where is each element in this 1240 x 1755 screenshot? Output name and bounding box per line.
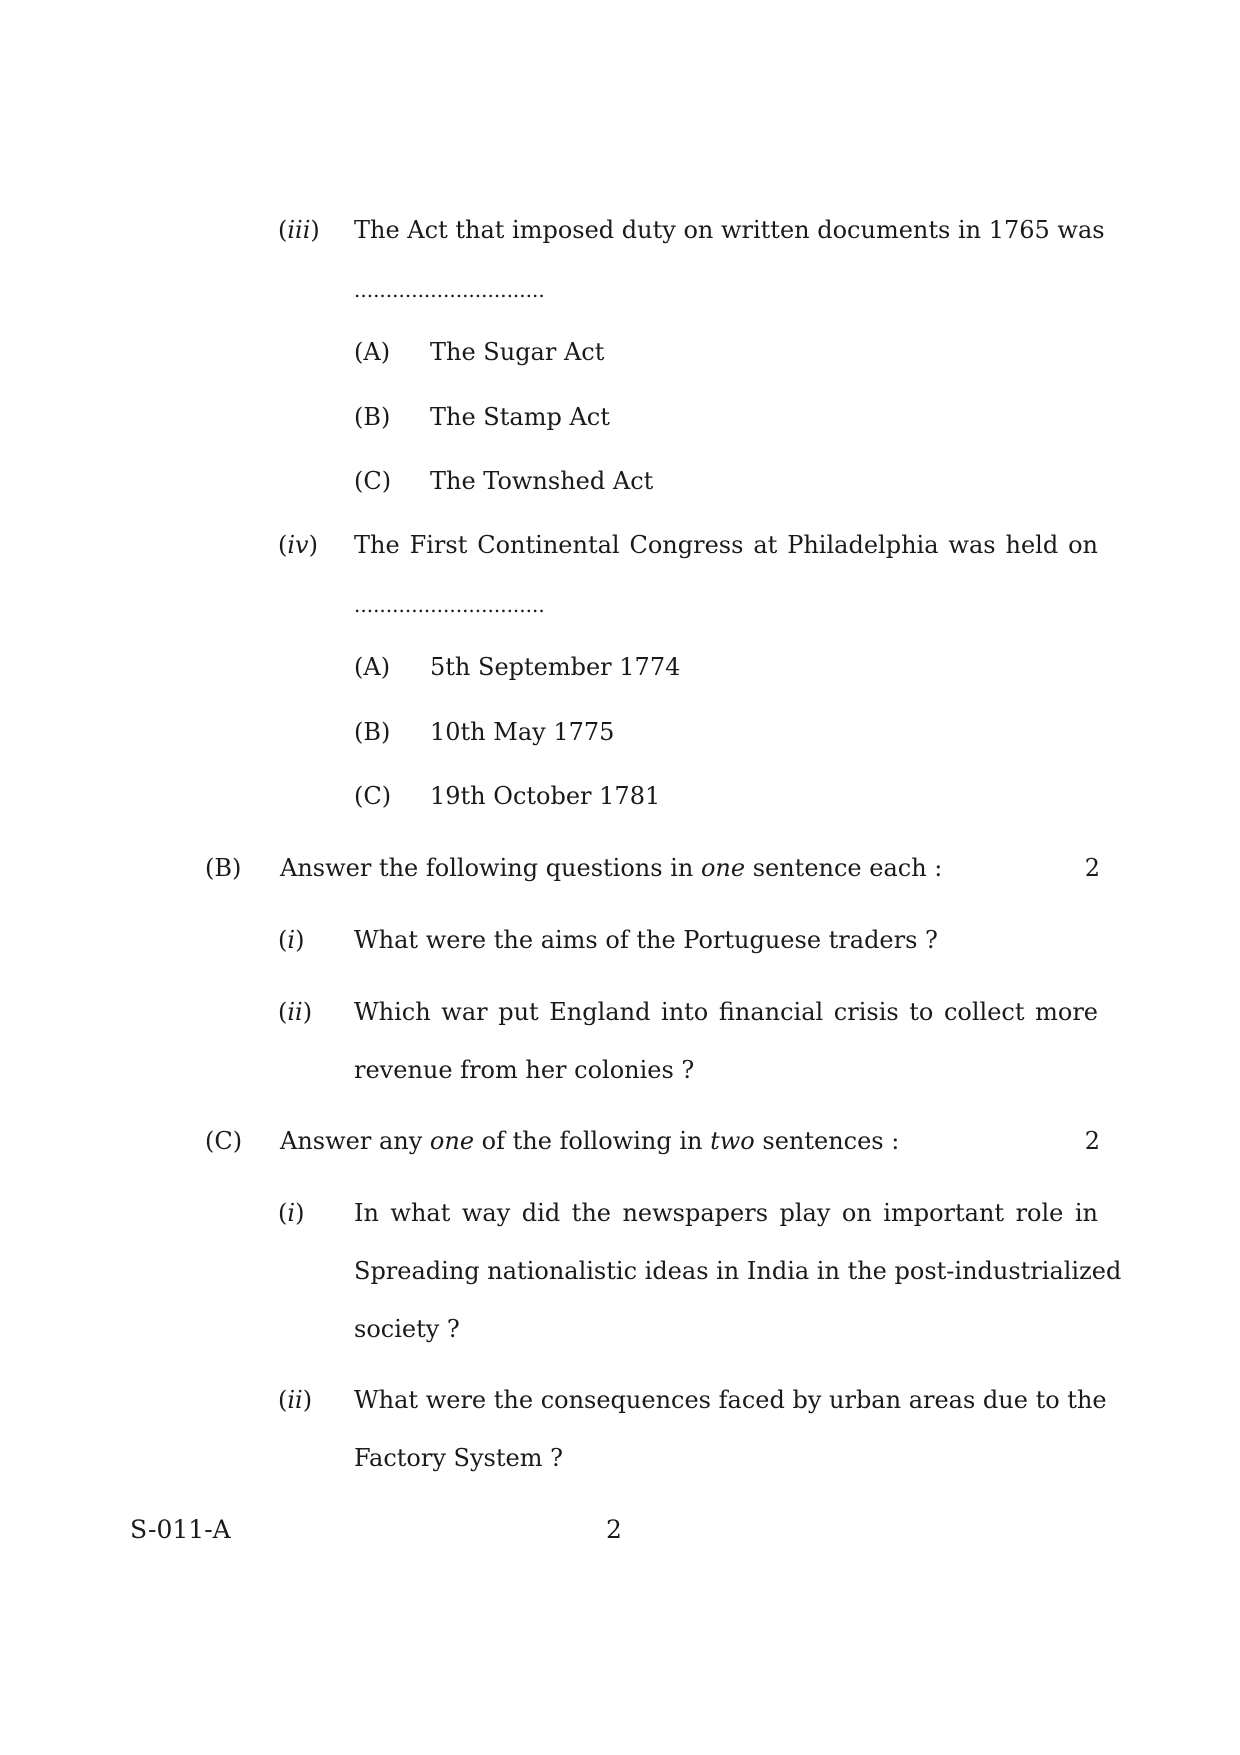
question-number-iii: (iii) <box>278 216 320 244</box>
question-text-c-i-line2: Spreading nationalistic ideas in India in the post-industrialized <box>354 1257 1122 1285</box>
question-number-b-i: (i) <box>278 926 305 954</box>
question-text-b-ii-line2: revenue from her colonies ? <box>354 1056 695 1084</box>
question-text-c-i-line3: society ? <box>354 1315 460 1343</box>
option-text-iv-c: 19th October 1781 <box>430 782 661 810</box>
section-b-marks: 2 <box>1084 854 1100 882</box>
option-label-iv-b: (B) <box>354 718 391 746</box>
page-number: 2 <box>606 1515 622 1544</box>
section-c-label: (C) <box>205 1127 243 1155</box>
option-label-iv-c: (C) <box>354 782 392 810</box>
paper-code: S-011-A <box>130 1515 231 1544</box>
question-number-b-ii: (ii) <box>278 998 313 1026</box>
question-text-iv: The First Continental Congress at Philadelphia was held on <box>354 531 1098 559</box>
section-b-label: (B) <box>205 854 242 882</box>
section-c-marks: 2 <box>1084 1127 1100 1155</box>
section-b-instruction: Answer the following questions in one sentence each : <box>280 854 943 882</box>
question-text-iii: The Act that imposed duty on written documents in 1765 was <box>354 216 1105 244</box>
answer-blank-iii: .............................. <box>354 278 545 302</box>
option-text-iv-a: 5th September 1774 <box>430 653 681 681</box>
option-label-iii-a: (A) <box>354 338 391 366</box>
option-text-iii-b: The Stamp Act <box>430 403 610 431</box>
option-label-iii-b: (B) <box>354 403 391 431</box>
option-text-iii-a: The Sugar Act <box>430 338 605 366</box>
section-c-instruction: Answer any one of the following in two sentences : <box>280 1127 900 1155</box>
option-text-iv-b: 10th May 1775 <box>430 718 615 746</box>
question-number-iv: (iv) <box>278 531 318 559</box>
option-label-iv-a: (A) <box>354 653 391 681</box>
question-number-c-i: (i) <box>278 1199 305 1227</box>
question-text-b-ii-line1: Which war put England into financial crisis to collect more <box>354 998 1098 1026</box>
question-number-c-ii: (ii) <box>278 1386 313 1414</box>
answer-blank-iv: .............................. <box>354 593 545 617</box>
option-label-iii-c: (C) <box>354 467 392 495</box>
question-text-c-ii-line1: What were the consequences faced by urban areas due to the <box>354 1386 1107 1414</box>
option-text-iii-c: The Townshed Act <box>430 467 654 495</box>
question-text-c-ii-line2: Factory System ? <box>354 1444 563 1472</box>
question-text-c-i-line1: In what way did the newspapers play on important role in <box>354 1199 1098 1227</box>
question-text-b-i: What were the aims of the Portuguese traders ? <box>354 926 938 954</box>
